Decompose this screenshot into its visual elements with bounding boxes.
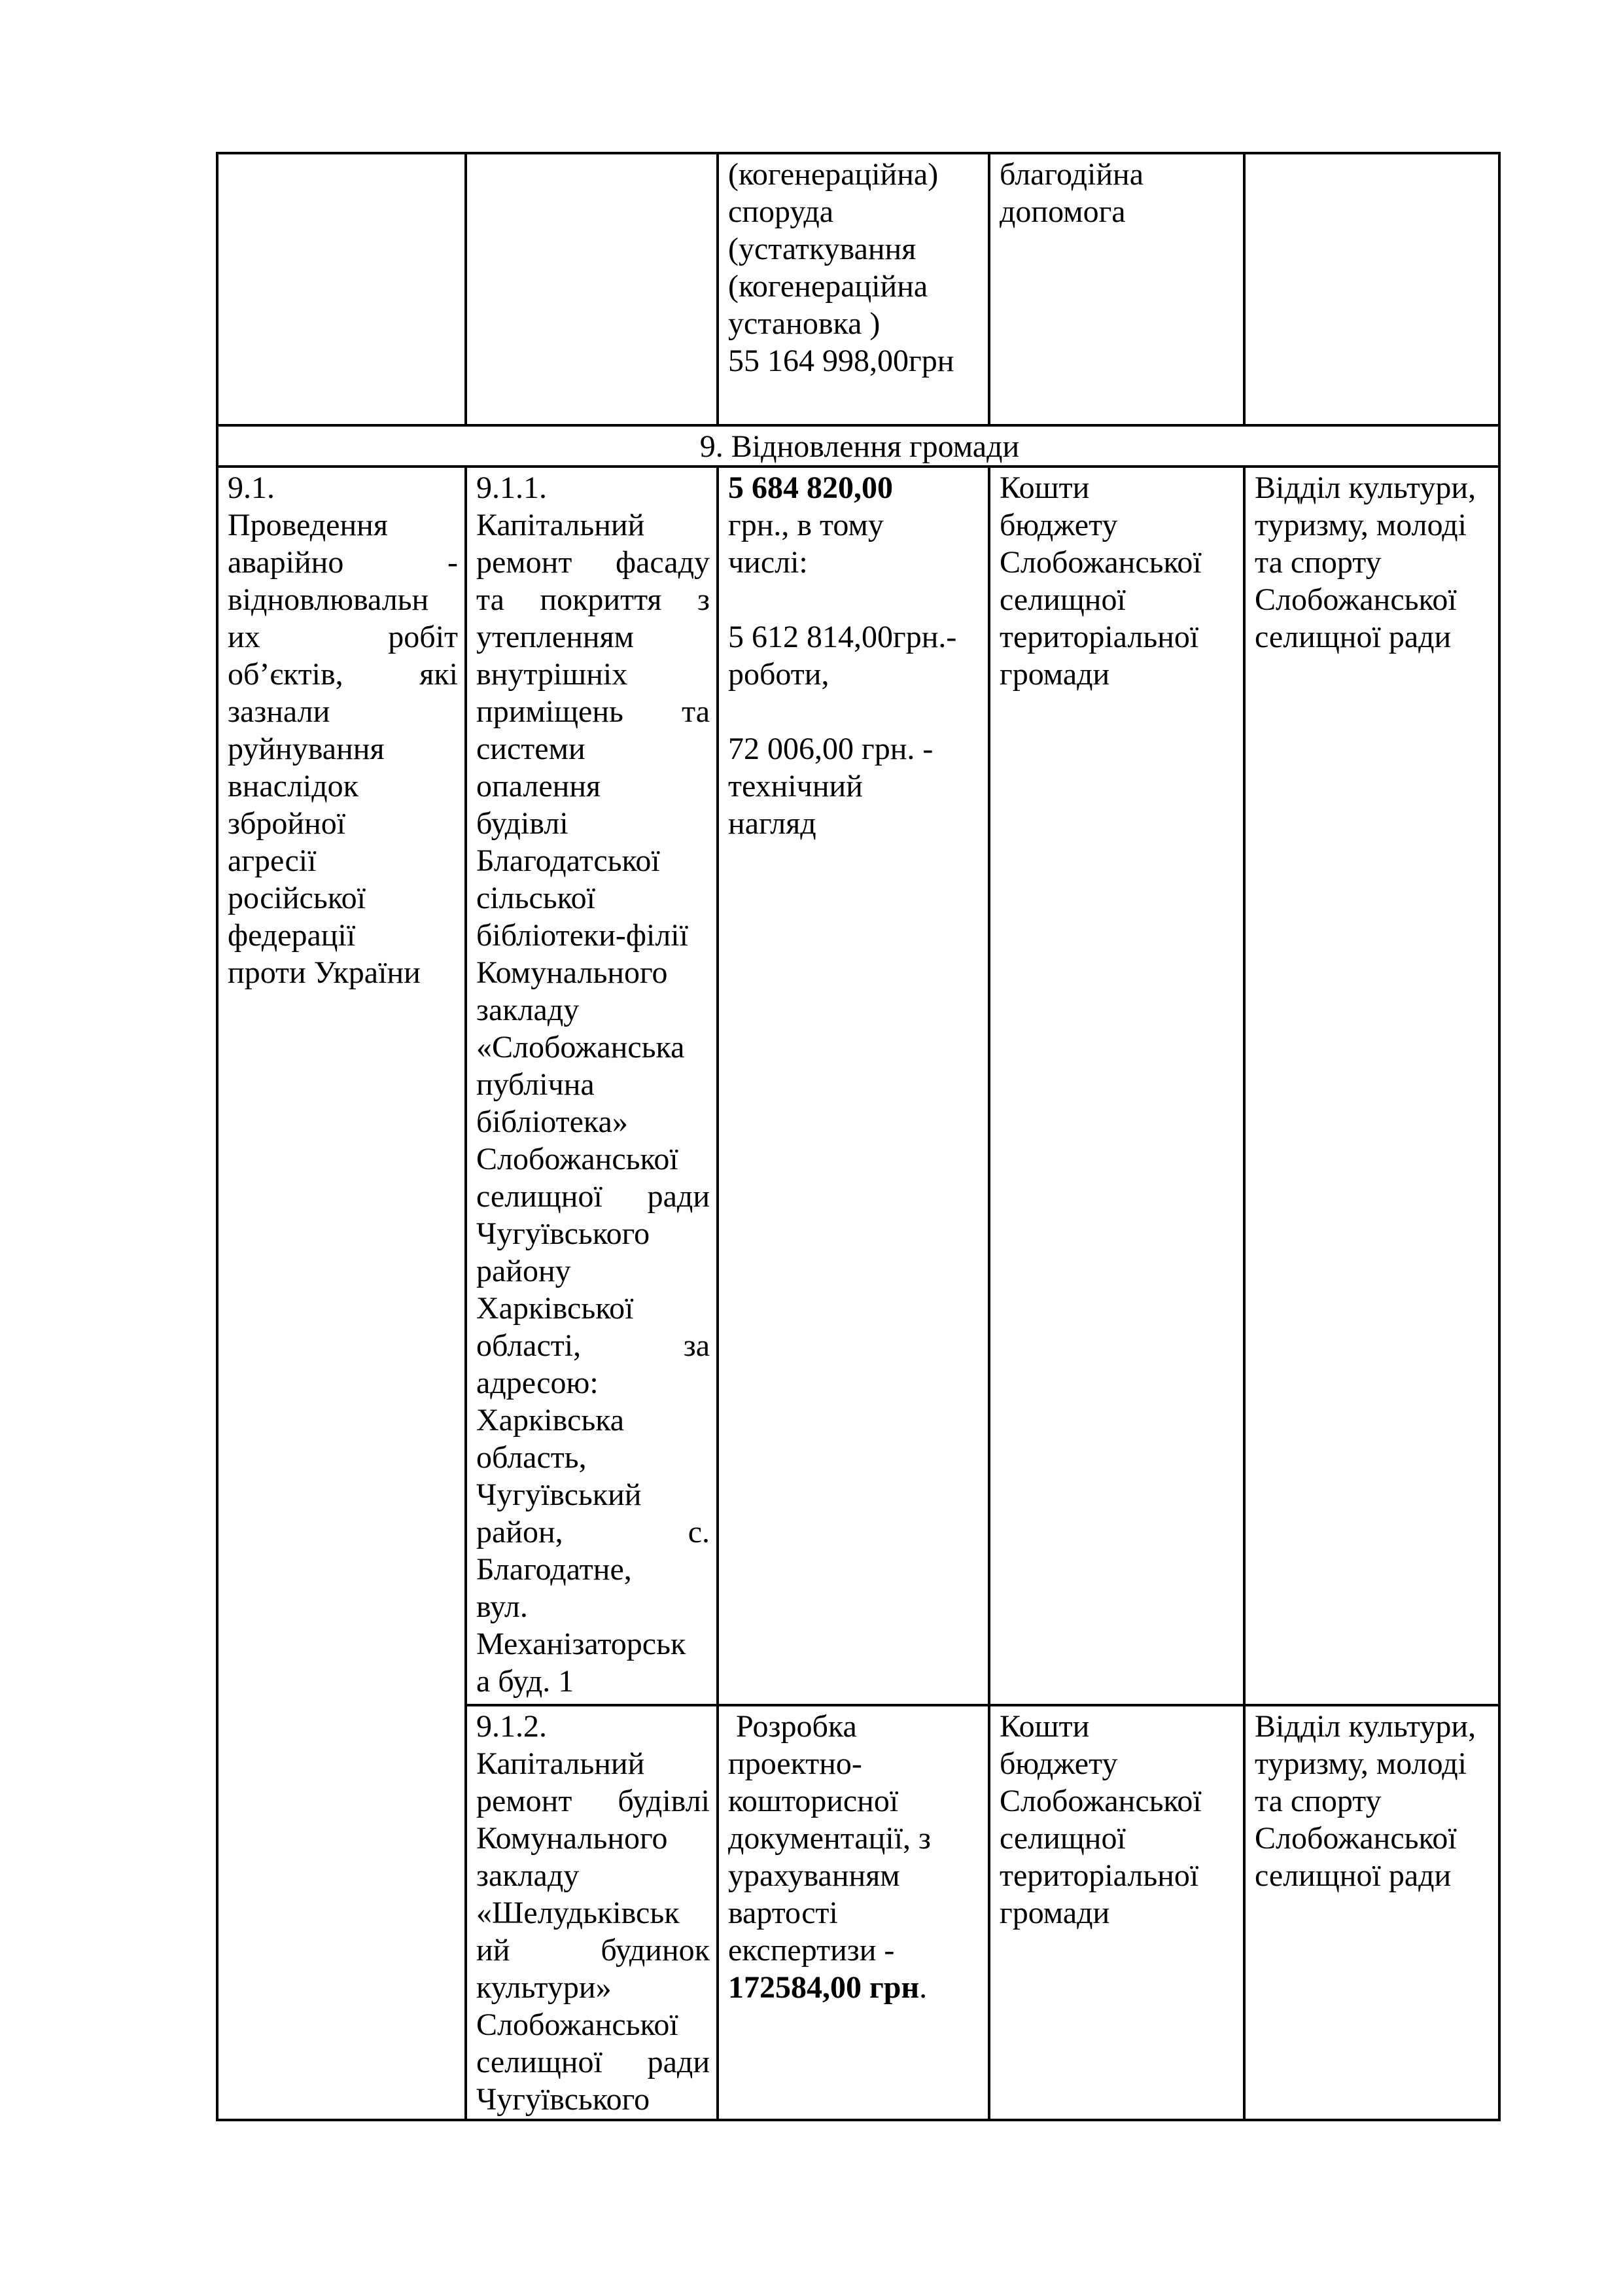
text-line: об’єктів, які (228, 657, 458, 692)
text-line: сільської (476, 881, 595, 915)
text-line: селищної ради (1255, 620, 1452, 654)
cell-responsible-9-1-1 (1244, 467, 1499, 1705)
text-line: Слобожанської (1000, 1784, 1202, 1818)
cell-carryover-cost-details (718, 153, 989, 425)
text-line: ремонт фасаду (476, 545, 710, 580)
section-header-row (217, 425, 1499, 467)
text-line: та спорту (1255, 1784, 1382, 1818)
text-line: грн., в тому (728, 508, 884, 542)
text-line: приміщень та (476, 694, 710, 729)
text-line: району (476, 1254, 571, 1288)
text-line: Комунального (476, 1821, 668, 1856)
text-line: «Слобожанська (476, 1030, 685, 1065)
text-line: технічний (728, 769, 863, 804)
text-line: споруда (728, 194, 834, 229)
text-line: роботи, (728, 657, 829, 692)
text-line: та спорту (1255, 545, 1382, 580)
text-line: Капітальний (476, 508, 645, 542)
measure-9-1-1-text (476, 469, 710, 1700)
text-line: а буд. 1 (476, 1664, 574, 1699)
text-line: Комунального (476, 955, 668, 990)
text-line: системи (476, 732, 585, 766)
text-line: закладу (476, 1858, 580, 1893)
text-line: бібліотеки-філії (476, 918, 688, 953)
cell-responsible-9-1-2 (1244, 1705, 1499, 2120)
text-line: Капітальний (476, 1746, 645, 1781)
text-line: (когенераційна) (728, 157, 939, 192)
text-line: Кошти (1000, 470, 1090, 505)
text-line: 172584,00 грн. (728, 1970, 928, 2005)
text-line: області, за (476, 1328, 710, 1363)
text-line: Відділ культури, (1255, 1709, 1476, 1744)
cell-funding-9-1-1 (989, 467, 1244, 1705)
cost-9-1-1-text (728, 469, 981, 842)
text-line: 55 164 998,00грн (728, 344, 954, 378)
text-line: туризму, молоді (1255, 1746, 1467, 1781)
text-line: 5 612 814,00грн.- (728, 620, 957, 654)
cell-carryover-col1-empty (217, 153, 466, 425)
text-line: агресії (228, 843, 317, 878)
cell-carryover-col5-empty (1244, 153, 1499, 425)
text-line: селищної ради (476, 2045, 710, 2079)
program-measures-table (216, 152, 1501, 2121)
text-line (728, 581, 981, 618)
text-line: зазнали (228, 694, 330, 729)
text-line: вул. (476, 1589, 528, 1624)
text-line: бібліотека» (476, 1104, 628, 1139)
cell-cost-9-1-1 (718, 467, 989, 1705)
funding-9-1-2-text (1000, 1708, 1236, 1932)
text-line: Харківська (476, 1403, 625, 1438)
text-line: федерації (228, 918, 356, 953)
text-line: Кошти (1000, 1709, 1090, 1744)
charity-aid-text (1000, 156, 1236, 230)
measure-9-1-2-text (476, 1708, 710, 2118)
text-line: руйнування (228, 732, 385, 766)
text-line: селищної (1000, 1821, 1126, 1856)
text-line: 9.1.1. (476, 470, 547, 505)
text-line: Благодатської (476, 843, 660, 878)
table-row-carryover (217, 153, 1499, 425)
text-line: область, (476, 1440, 587, 1475)
text-line: допомога (1000, 194, 1126, 229)
text-line: туризму, молоді (1255, 508, 1467, 542)
text-line (728, 693, 981, 730)
task-9-1-text (228, 469, 458, 991)
text-line: територіальної (1000, 1858, 1199, 1893)
text-line: бюджету (1000, 508, 1118, 542)
text-line: Слобожанської (476, 2007, 678, 2042)
section-header-title: 9. Відновлення громади (699, 429, 1020, 464)
text-line: селищної ради (1255, 1858, 1452, 1893)
text-line: селищної (1000, 582, 1126, 617)
text-line: Механізаторськ (476, 1627, 686, 1661)
text-line: (устаткування (728, 232, 916, 266)
text-line: проектно- (728, 1746, 862, 1781)
text-line: адресою: (476, 1366, 599, 1400)
text-line: ремонт будівлі (476, 1784, 710, 1818)
cell-task-9-1 (217, 467, 466, 2120)
text-line: вартості (728, 1896, 838, 1930)
cell-measure-9-1-1 (466, 467, 718, 1705)
text-line: бюджету (1000, 1746, 1118, 1781)
text-line: громади (1000, 1896, 1110, 1930)
text-line: Слобожанської (1255, 1821, 1457, 1856)
text-line: громади (1000, 657, 1110, 692)
text-line: закладу (476, 993, 580, 1027)
text-line: будівлі (476, 806, 568, 841)
text-line: 72 006,00 грн. - (728, 732, 934, 766)
text-line: Чугуївського (476, 1216, 650, 1251)
text-line: селищної ради (476, 1179, 710, 1214)
text-line: Слобожанської (1255, 582, 1457, 617)
text-line: кошторисної (728, 1784, 899, 1818)
cost-9-1-2-text (728, 1708, 981, 2006)
text-line: та покриття з (476, 582, 710, 617)
cell-cost-9-1-2 (718, 1705, 989, 2120)
table-row-9-1-1 (217, 467, 1499, 1705)
text-line: Розробка (728, 1709, 857, 1744)
text-line: Слобожанської (476, 1142, 678, 1176)
cell-measure-9-1-2 (466, 1705, 718, 2120)
text-line: відновлювальн (228, 582, 429, 617)
text-line: ий будинок (476, 1933, 710, 1968)
text-line: благодійна (1000, 157, 1144, 192)
text-line: Харківської (476, 1291, 634, 1326)
text-line: Чугуївський (476, 1477, 642, 1512)
text-line: Благодатне, (476, 1552, 632, 1587)
responsible-9-1-1-text (1255, 469, 1492, 656)
text-line: збройної (228, 806, 346, 841)
cell-carryover-col2-empty (466, 153, 718, 425)
text-line: експертизи - (728, 1933, 895, 1968)
funding-9-1-1-text (1000, 469, 1236, 693)
text-line: документації, з (728, 1821, 931, 1856)
text-line: проти України (228, 955, 421, 990)
cell-carryover-funding-source (989, 153, 1244, 425)
text-line: публічна (476, 1067, 595, 1102)
text-line: нагляд (728, 806, 816, 841)
responsible-9-1-2-text (1255, 1708, 1492, 1894)
section-header-cell (217, 425, 1499, 467)
text-line: опалення (476, 769, 601, 804)
text-line: (когенераційна (728, 269, 928, 304)
text-line: територіальної (1000, 620, 1199, 654)
text-line: их робіт (228, 620, 458, 654)
text-line: російської (228, 881, 366, 915)
text-line: установка ) (728, 306, 881, 341)
text-line: район, с. (476, 1515, 710, 1549)
text-line: утепленням (476, 620, 635, 654)
text-line: Відділ культури, (1255, 470, 1476, 505)
text-line: Слобожанської (1000, 545, 1202, 580)
text-line: урахуванням (728, 1858, 900, 1893)
text-line: «Шелудьківськ (476, 1896, 680, 1930)
text-line: культури» (476, 1970, 612, 2005)
cogeneration-cost-text (728, 156, 981, 380)
text-line: 9.1. (228, 470, 275, 505)
text-line: Чугуївського (476, 2082, 650, 2117)
text-line: числі: (728, 545, 808, 580)
text-line: 5 684 820,00 (728, 470, 893, 505)
text-line: аварійно - (228, 545, 458, 580)
text-line: внутрішніх (476, 657, 628, 692)
cell-funding-9-1-2 (989, 1705, 1244, 2120)
text-line: внаслідок (228, 769, 358, 804)
text-line: Проведення (228, 508, 388, 542)
text-line: 9.1.2. (476, 1709, 547, 1744)
